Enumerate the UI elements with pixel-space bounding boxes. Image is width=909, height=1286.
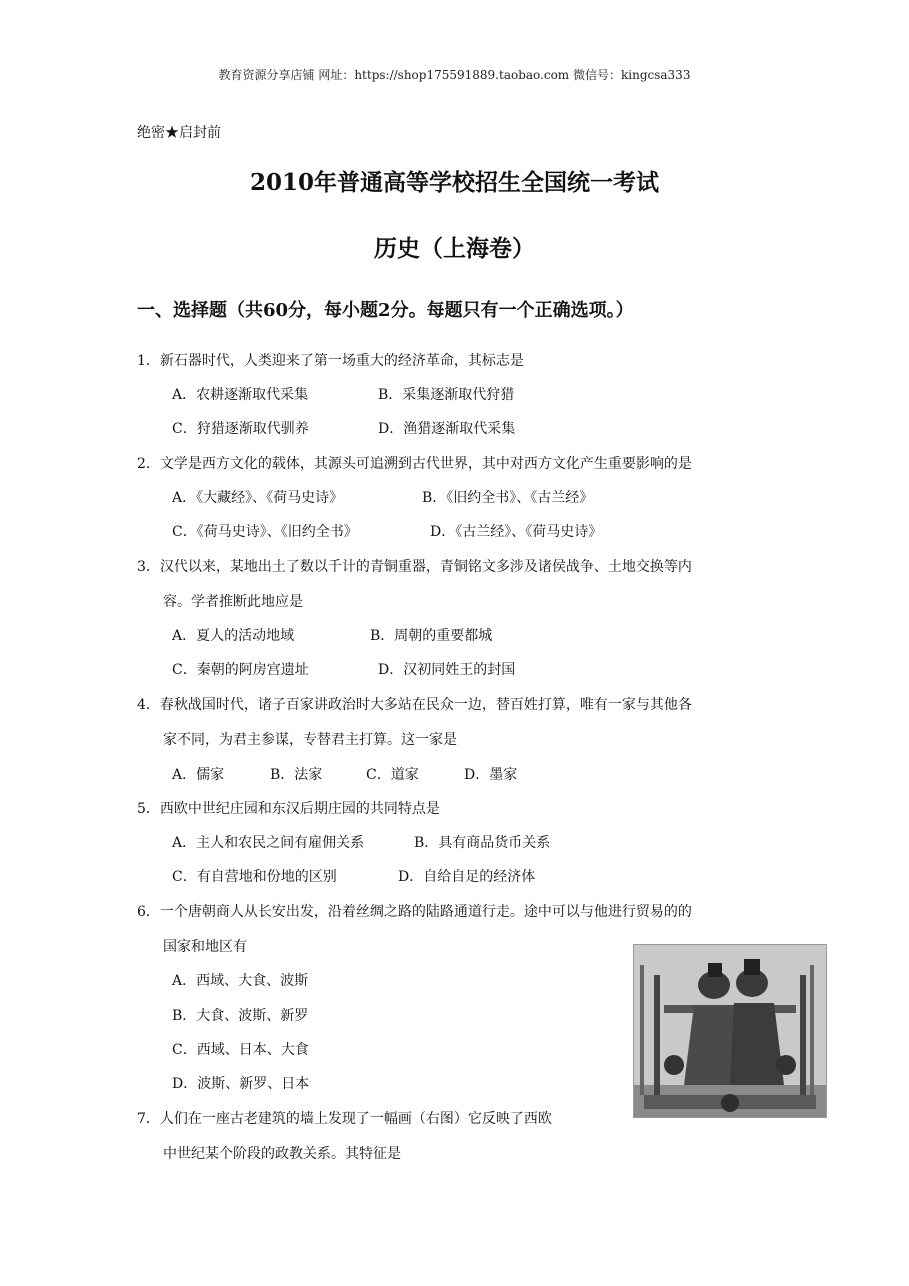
question-5-option-d: D．自给自足的经济体 bbox=[398, 869, 536, 885]
question-4-option-a: A．儒家 bbox=[172, 767, 225, 783]
question-2-option-c: C．《荷马史诗》、《旧约全书》 bbox=[172, 524, 358, 540]
exam-subtitle: 历史（上海卷） bbox=[374, 235, 535, 262]
question-5-option-c: C．有自营地和份地的区别 bbox=[172, 869, 337, 885]
question-3-stem-continued: 容。学者推断此地应是 bbox=[163, 594, 303, 610]
question-3-option-c: C．秦朝的阿房宫遗址 bbox=[172, 662, 309, 678]
question-4-option-d: D．墨家 bbox=[464, 767, 518, 783]
question-3-stem: 3．汉代以来，某地出土了数以千计的青铜重器，青铜铭文多涉及诸侯战争、土地交换等内 bbox=[137, 559, 692, 575]
question-1-stem: 1．新石器时代，人类迎来了第一场重大的经济革命，其标志是 bbox=[137, 353, 524, 369]
question-1-option-c: C．狩猎逐渐取代驯养 bbox=[172, 421, 309, 437]
question-7-stem: 7．人们在一座古老建筑的墙上发现了一幅画（右图）它反映了西欧 bbox=[137, 1111, 552, 1127]
question-1-option-a: A．农耕逐渐取代采集 bbox=[172, 387, 309, 403]
question-4-stem-continued: 家不同，为君主参谋，专替君主打算。这一家是 bbox=[163, 732, 457, 748]
question-5-option-a: A．主人和农民之间有雇佣关系 bbox=[172, 835, 365, 851]
question-2-option-b: B．《旧约全书》、《古兰经》 bbox=[422, 490, 594, 506]
medieval-painting-image bbox=[633, 944, 827, 1118]
medieval-painting-drawing bbox=[634, 945, 826, 1117]
section-title: 一、选择题（共60分，每小题2分。每题只有一个正确选项。） bbox=[137, 300, 634, 321]
question-2-option-a: A．《大藏经》、《荷马史诗》 bbox=[172, 490, 344, 506]
question-1-option-d: D．渔猎逐渐取代采集 bbox=[378, 421, 516, 437]
question-5-option-b: B．具有商品货币关系 bbox=[414, 835, 551, 851]
exam-title: 2010年普通高等学校招生全国统一考试 bbox=[249, 169, 659, 196]
question-6-option-a: A．西域、大食、波斯 bbox=[172, 973, 309, 989]
question-6-option-b: B．大食、波斯、新罗 bbox=[172, 1008, 309, 1024]
question-4-stem: 4．春秋战国时代，诸子百家讲政治时大多站在民众一边，替百姓打算，唯有一家与其他各 bbox=[137, 697, 692, 713]
question-6-option-c: C．西域、日本、大食 bbox=[172, 1042, 309, 1058]
question-5-stem: 5．西欧中世纪庄园和东汉后期庄园的共同特点是 bbox=[137, 801, 440, 817]
question-3-option-d: D．汉初同姓王的封国 bbox=[378, 662, 516, 678]
secret-label: 绝密★启封前 bbox=[137, 125, 221, 141]
question-3-option-b: B．周朝的重要都城 bbox=[370, 628, 493, 644]
question-2-stem: 2．文学是西方文化的载体，其源头可追溯到古代世界，其中对西方文化产生重要影响的是 bbox=[137, 456, 692, 472]
question-2-option-d: D．《古兰经》、《荷马史诗》 bbox=[430, 524, 603, 540]
question-1-option-b: B．采集逐渐取代狩猎 bbox=[378, 387, 515, 403]
question-6-stem: 6．一个唐朝商人从长安出发，沿着丝绸之路的陆路通道行走。途中可以与他进行贸易的的 bbox=[137, 904, 692, 920]
question-4-option-c: C．道家 bbox=[366, 767, 419, 783]
page-header: 教育资源分享店铺 网址：https://shop175591889.taobao.com 微信号：kingcsa333 bbox=[218, 68, 691, 82]
question-6-option-d: D．波斯、新罗、日本 bbox=[172, 1076, 310, 1092]
question-6-stem-continued: 国家和地区有 bbox=[163, 939, 247, 955]
question-3-option-a: A．夏人的活动地域 bbox=[172, 628, 295, 644]
question-4-option-b: B．法家 bbox=[270, 767, 323, 783]
question-7-stem-continued: 中世纪某个阶段的政教关系。其特征是 bbox=[163, 1146, 401, 1162]
